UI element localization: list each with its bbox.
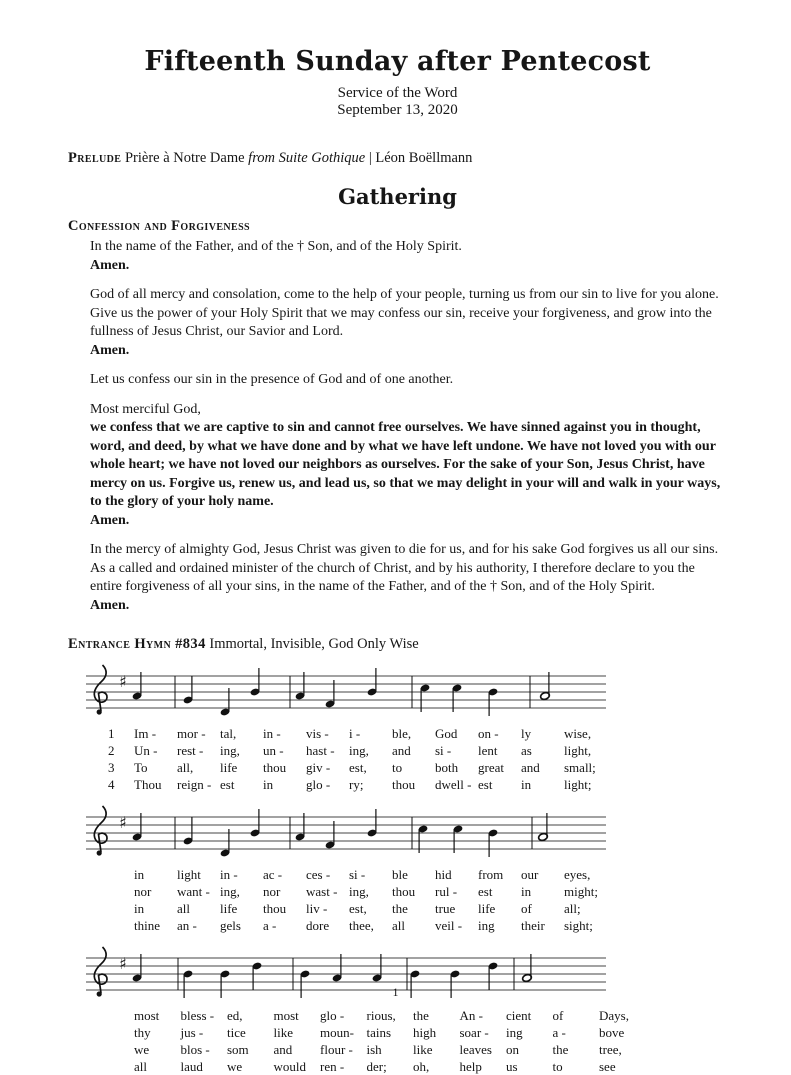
lyric-syllable: God [435, 726, 458, 741]
lyric-syllable: si - [435, 743, 452, 758]
page-title: Fifteenth Sunday after Pentecost [144, 46, 651, 77]
lyric-syllable: nor [263, 884, 281, 899]
lyric-syllable: ces - [306, 867, 331, 882]
verse-number: 1 [108, 726, 115, 741]
confession-heading: Confession and Forgiveness [68, 218, 251, 234]
lyric-syllable: we [227, 1059, 243, 1074]
lyric-syllable: the [552, 1042, 569, 1057]
liturgy-paragraph [68, 401, 727, 531]
gathering-heading: Gathering [338, 184, 457, 209]
lyric-syllable: want - [177, 884, 210, 899]
lyric-syllable: reign - [177, 777, 212, 792]
lyric-syllable: ing [506, 1025, 523, 1040]
lyric-syllable: tal, [220, 726, 237, 741]
lyric-syllable: der; [366, 1059, 387, 1074]
lyric-syllable: flour - [320, 1042, 353, 1057]
verse-number [108, 866, 134, 883]
lyric-syllable: blos - [180, 1042, 210, 1057]
lyric-syllable: like [413, 1042, 433, 1057]
lyric-syllable: in - [263, 726, 281, 741]
lyric-syllable: from [478, 867, 504, 882]
lyric-syllable: ing, [349, 884, 369, 899]
verse-number: 4 [108, 777, 115, 792]
hymn-systems [68, 662, 727, 1075]
verse-number [108, 1007, 134, 1024]
lyric-syllable: est [220, 777, 235, 792]
quarter-note [250, 809, 261, 837]
hymn-lyrics [108, 866, 727, 934]
lyric-syllable: giv - [306, 760, 331, 775]
lyric-syllable: on [506, 1042, 519, 1057]
treble-clef-icon [94, 665, 107, 715]
lyric-syllable: to [392, 760, 403, 775]
lyric-syllable: and [392, 743, 411, 758]
lyric-syllable: gels [220, 918, 241, 933]
clef-dot [97, 850, 102, 855]
lyric-syllable: Days, [599, 1008, 629, 1023]
hymn-lyrics [108, 725, 727, 793]
lyric-syllable: rest - [177, 743, 204, 758]
lyric-syllable: light; [564, 777, 592, 792]
prelude-source: from Suite Gothique [248, 150, 366, 166]
lyric-syllable: un - [263, 743, 284, 758]
quarter-note [183, 676, 194, 704]
lyric-syllable: thine [134, 918, 160, 933]
entrance-hymn-title: Immortal, Invisible, God Only Wise [209, 636, 419, 652]
lyric-syllable: bove [599, 1025, 625, 1040]
lyric-syllable: bless - [180, 1008, 215, 1023]
lyric-syllable: si - [349, 867, 366, 882]
liturgy-line: Most merciful God, [90, 401, 201, 417]
lyric-syllable: sight; [564, 918, 593, 933]
lyric-syllable: tree, [599, 1042, 622, 1057]
clef-dot [97, 709, 102, 714]
liturgy-line: In the name of the Father, and of the † Son, and of the Holy Spirit. [90, 239, 462, 254]
lyric-syllable: ing, [220, 743, 240, 758]
quarter-note [367, 809, 378, 837]
lyric-syllable: all; [564, 901, 581, 916]
verse-number [108, 900, 134, 917]
hymn-system-3 [86, 944, 727, 1075]
quarter-note [183, 817, 194, 845]
lyric-syllable: glo - [320, 1008, 345, 1023]
lyric-syllable: an - [177, 918, 197, 933]
lyric-syllable: their [521, 918, 545, 933]
lyric-syllable: soar - [459, 1025, 489, 1040]
lyric-syllable: tice [227, 1025, 246, 1040]
lyric-syllable: us [506, 1059, 518, 1074]
verse-number [108, 1024, 134, 1041]
lyric-syllable: liv - [306, 901, 328, 916]
lyric-syllable: light [177, 867, 201, 882]
page-number: 1 [392, 985, 399, 999]
quarter-note [488, 829, 499, 857]
lyric-syllable: our [521, 867, 539, 882]
lyric-syllable: thou [392, 884, 416, 899]
entrance-hymn-label: Entrance Hymn #834 [68, 636, 206, 652]
lyric-syllable: ly [521, 726, 532, 741]
lyric-syllable: a - [552, 1025, 566, 1040]
lyric-syllable: in - [220, 867, 238, 882]
lyric-syllable: ble, [392, 726, 412, 741]
verse-number: 2 [108, 743, 115, 758]
lyric-syllable: est, [349, 760, 367, 775]
lyric-syllable: thee, [349, 918, 374, 933]
lyric-syllable: vis - [306, 726, 329, 741]
lyric-syllable: laud [180, 1059, 203, 1074]
liturgy-line: God of all mercy and consolation, come to the help of your people, turning us from our sin to live for you alone. Give us the power of your Holy Spirit that we may confess our sin, receive your forgiveness, and grow into the fullness of Jesus Christ, our Savior and Lord. [90, 287, 719, 339]
lyric-syllable: as [521, 743, 532, 758]
lyric-syllable: Un - [134, 743, 158, 758]
lyric-syllable: most [134, 1008, 160, 1023]
lyric-syllable: like [273, 1025, 293, 1040]
lyric-syllable: oh, [413, 1059, 430, 1074]
quarter-note [250, 668, 261, 696]
lyric-syllable: high [413, 1025, 437, 1040]
verse-number [108, 917, 134, 934]
service-date: September 13, 2020 [337, 102, 458, 118]
lyric-syllable: life [478, 901, 496, 916]
key-signature-sharp: ♯ [119, 813, 127, 832]
lyric-syllable: both [435, 760, 459, 775]
lyric-syllable: ac - [263, 867, 283, 882]
lyric-syllable: mor - [177, 726, 206, 741]
lyric-syllable: thy [134, 1025, 151, 1040]
lyric-syllable: and [273, 1042, 293, 1057]
liturgy-line: In the mercy of almighty God, Jesus Christ was given to die for us, and for his sake God forgives us all our sins. As a called and ordained minister of the church of Christ, and by his authority, I therefore declare to you the entire forgiveness of all your sins, in the name of the Father, and of the † Son, and of the Holy Spirit. [90, 542, 719, 594]
lyric-syllable: light, [564, 743, 592, 758]
congregation-response: Amen. [90, 597, 130, 613]
lyric-syllable: ing, [349, 743, 369, 758]
lyric-syllable: i - [349, 726, 361, 741]
liturgy-line: Let us confess our sin in the presence of God and of one another. [90, 372, 454, 387]
verse-number [108, 1041, 134, 1058]
liturgy-paragraph [68, 238, 727, 275]
lyric-syllable: life [220, 760, 238, 775]
lyric-syllable: wise, [564, 726, 592, 741]
lyric-syllable: glo - [306, 777, 331, 792]
lyric-syllable: To [134, 760, 148, 775]
lyric-syllable: ing, [220, 884, 240, 899]
prelude-label: Prelude [68, 150, 122, 166]
treble-clef-icon [94, 806, 107, 856]
lyric-syllable: ry; [349, 777, 364, 792]
lyric-syllable: eyes, [564, 867, 591, 882]
lyric-syllable: Im - [134, 726, 157, 741]
congregation-response: Amen. [90, 257, 130, 273]
lyric-syllable: to [552, 1059, 563, 1074]
lyric-syllable: see [599, 1059, 616, 1074]
prelude-composer: Léon Boëllmann [375, 150, 473, 166]
liturgy-paragraph [68, 286, 727, 360]
lyric-syllable: moun- [320, 1025, 354, 1040]
lyric-syllable: Thou [134, 777, 162, 792]
lyric-syllable: ed, [227, 1008, 243, 1023]
lyric-syllable: in [134, 867, 145, 882]
lyric-syllable: est [478, 884, 493, 899]
lyric-syllable: of [552, 1008, 564, 1023]
lyric-syllable: som [227, 1042, 249, 1057]
lyric-syllable: great [478, 760, 504, 775]
prelude-separator: | [368, 150, 372, 166]
lyric-syllable: life [220, 901, 238, 916]
lyric-syllable: in [521, 777, 532, 792]
lyric-syllable: hast - [306, 743, 335, 758]
verse-number [108, 1058, 134, 1075]
lyric-syllable: all, [177, 760, 194, 775]
hymn-lyrics [108, 1007, 727, 1075]
lyric-syllable: ble [392, 867, 408, 882]
lyric-syllable: would [273, 1059, 306, 1074]
lyric-syllable: small; [564, 760, 596, 775]
verse-number [108, 883, 134, 900]
lyric-syllable: thou [392, 777, 416, 792]
lyric-syllable: hid [435, 867, 452, 882]
lyric-syllable: veil - [435, 918, 463, 933]
lyric-syllable: nor [134, 884, 152, 899]
lyric-syllable: help [459, 1059, 482, 1074]
lyric-syllable: in [134, 901, 145, 916]
lyric-syllable: dwell - [435, 777, 472, 792]
liturgy-paragraph [68, 371, 727, 390]
lyric-syllable: on - [478, 726, 499, 741]
lyric-syllable: cient [506, 1008, 532, 1023]
lyric-syllable: we [134, 1042, 150, 1057]
congregation-response: Amen. [90, 342, 130, 358]
verse-number: 3 [108, 760, 115, 775]
lyric-syllable: thou [263, 760, 287, 775]
congregation-response: Amen. [90, 512, 130, 528]
lyric-syllable: a - [263, 918, 277, 933]
key-signature-sharp: ♯ [119, 954, 127, 973]
congregation-response: we confess that we are captive to sin and cannot free ourselves. We have sinned against you in thought, word, and deed, by what we have done and by what we have left undone. We have not loved you with our whole heart; we have not loved our neighbors as ourselves. For the sake of your Son, Jesus Christ, have mercy on us. Forgive us, renew us, and lead us, so that we may delight in your will and walk in your ways, to the glory of your holy name. [90, 420, 721, 509]
service-subtitle: Service of the Word [337, 85, 458, 101]
lyric-syllable: An - [459, 1008, 483, 1023]
key-signature-sharp: ♯ [119, 672, 127, 691]
lyric-syllable: jus - [180, 1025, 204, 1040]
entrance-hymn-line [68, 635, 727, 654]
hymn-system-1 [86, 662, 727, 793]
lyric-syllable: ish [366, 1042, 382, 1057]
quarter-note [488, 688, 499, 716]
lyric-syllable: all [177, 901, 190, 916]
lyric-syllable: true [435, 901, 456, 916]
clef-stroke [94, 665, 107, 711]
lyric-syllable: est [478, 777, 493, 792]
lyric-syllable: rious, [366, 1008, 396, 1023]
lyric-syllable: and [521, 760, 540, 775]
prelude-line [68, 149, 727, 168]
prelude-piece-title: Prière à Notre Dame [124, 150, 245, 166]
quarter-note [367, 668, 378, 696]
clef-stroke [94, 806, 107, 852]
lyric-syllable: thou [263, 901, 287, 916]
lyric-syllable: all [134, 1059, 147, 1074]
lyric-syllable: the [392, 901, 408, 916]
lyric-syllable: wast - [306, 884, 338, 899]
hymn-staff-svg [86, 662, 606, 724]
lyric-syllable: ing [478, 918, 495, 933]
hymn-system-2 [86, 803, 727, 934]
lyric-syllable: est, [349, 901, 367, 916]
hymn-staff-svg [86, 803, 606, 865]
lyric-syllable: might; [564, 884, 598, 899]
lyric-syllable: rul - [435, 884, 458, 899]
confession-paragraphs [68, 238, 727, 615]
lyric-syllable: in [521, 884, 532, 899]
lyric-syllable: all [392, 918, 405, 933]
liturgy-paragraph [68, 541, 727, 615]
lyric-syllable: tains [366, 1025, 392, 1040]
lyric-syllable: the [413, 1008, 429, 1023]
lyric-syllable: in [263, 777, 274, 792]
lyric-syllable: dore [306, 918, 330, 933]
lyric-syllable: ren - [320, 1059, 345, 1074]
lyric-syllable: lent [478, 743, 498, 758]
lyric-syllable: of [521, 901, 532, 916]
lyric-syllable: most [273, 1008, 299, 1023]
lyric-syllable: leaves [459, 1042, 492, 1057]
